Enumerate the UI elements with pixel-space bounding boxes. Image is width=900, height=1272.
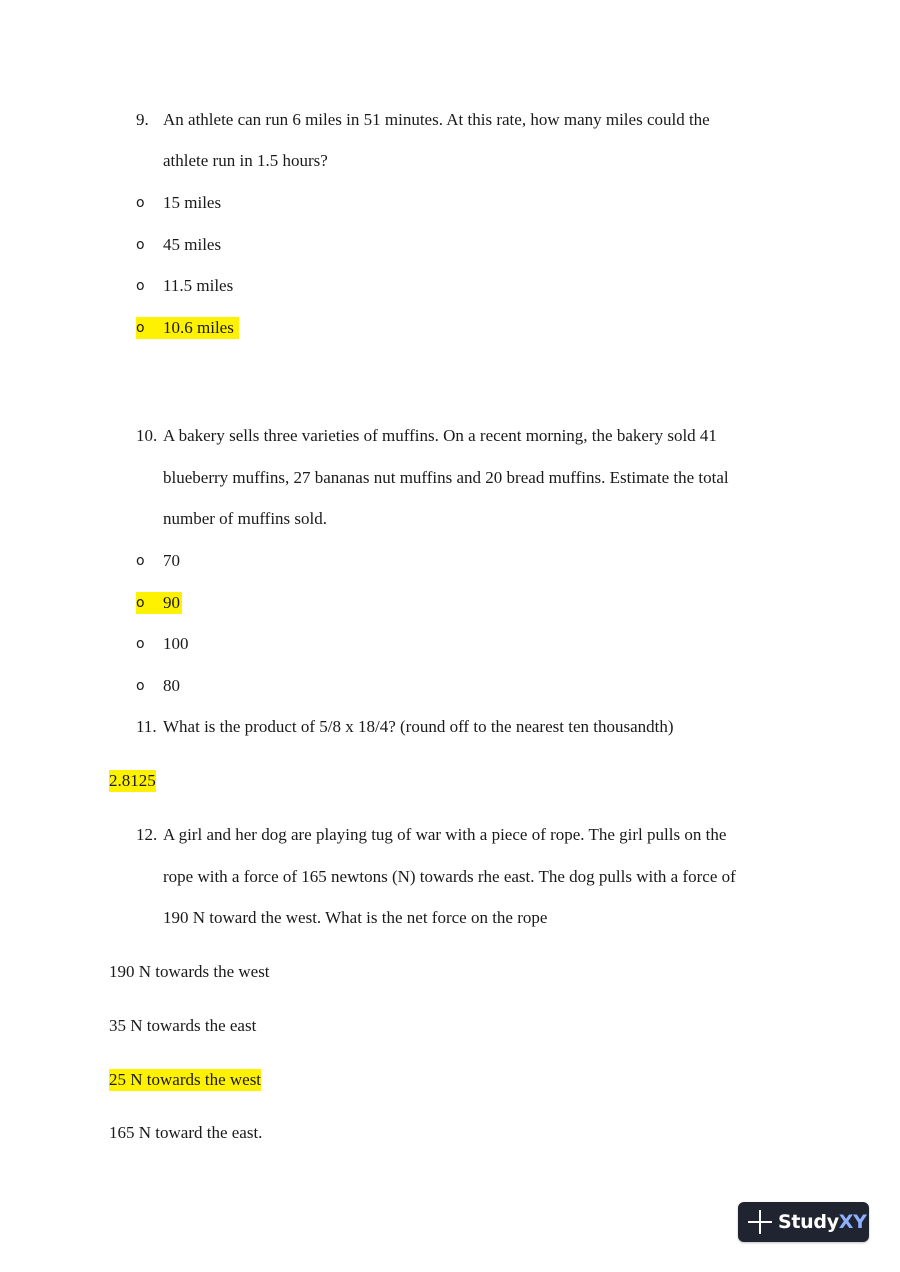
logo-text-main: Study [778, 1211, 839, 1233]
option-bullet-icon: o [136, 678, 145, 694]
question-text: A girl and her dog are playing tug of war with a piece of rope. The girl pulls on the [163, 825, 727, 844]
option-label-correct: 10.6 miles [163, 318, 234, 337]
option-label: 80 [163, 676, 180, 695]
answer-option: 35 N towards the east [109, 1016, 257, 1035]
logo-wordmark [778, 1210, 867, 1234]
option-bullet-icon: o [136, 237, 145, 253]
option-bullet-icon: o [136, 636, 145, 652]
question-number: 12. [136, 825, 158, 844]
studyxy-logo[interactable] [738, 1202, 869, 1242]
logo-text-accent: XY [838, 1211, 867, 1233]
option-label-correct: 90 [163, 593, 180, 612]
option-bullet-icon: o [136, 553, 145, 569]
question-text: A bakery sells three varieties of muffins. On a recent morning, the bakery sold 41 [163, 426, 717, 445]
question-text: number of muffins sold. [163, 509, 328, 528]
option-label: 15 miles [163, 193, 222, 212]
question-text: An athlete can run 6 miles in 51 minutes. At this rate, how many miles could the [163, 110, 710, 129]
option-bullet-icon: o [136, 320, 145, 336]
question-number: 10. [136, 426, 158, 445]
option-label: 45 miles [163, 235, 222, 254]
question-text: What is the product of 5/8 x 18/4? (round off to the nearest ten thousandth) [163, 717, 674, 736]
option-bullet-icon: o [136, 195, 145, 211]
option-label: 11.5 miles [163, 276, 234, 295]
answer-text-correct: 2.8125 [109, 771, 156, 790]
option-label: 70 [163, 551, 180, 570]
question-text: 190 N toward the west. What is the net force on the rope [163, 908, 548, 927]
option-label: 100 [163, 634, 189, 653]
question-text: athlete run in 1.5 hours? [163, 151, 328, 170]
answer-option-correct: 25 N towards the west [109, 1070, 262, 1089]
question-text: blueberry muffins, 27 bananas nut muffins and 20 bread muffins. Estimate the total [163, 468, 729, 487]
option-bullet-icon: o [136, 278, 145, 294]
question-text: rope with a force of 165 newtons (N) towards rhe east. The dog pulls with a force of [163, 867, 736, 886]
question-number: 11. [136, 717, 157, 736]
answer-option: 165 N toward the east. [109, 1123, 263, 1142]
option-bullet-icon: o [136, 595, 145, 611]
question-number: 9. [136, 110, 149, 129]
plus-icon [748, 1210, 772, 1234]
answer-option: 190 N towards the west [109, 962, 270, 981]
